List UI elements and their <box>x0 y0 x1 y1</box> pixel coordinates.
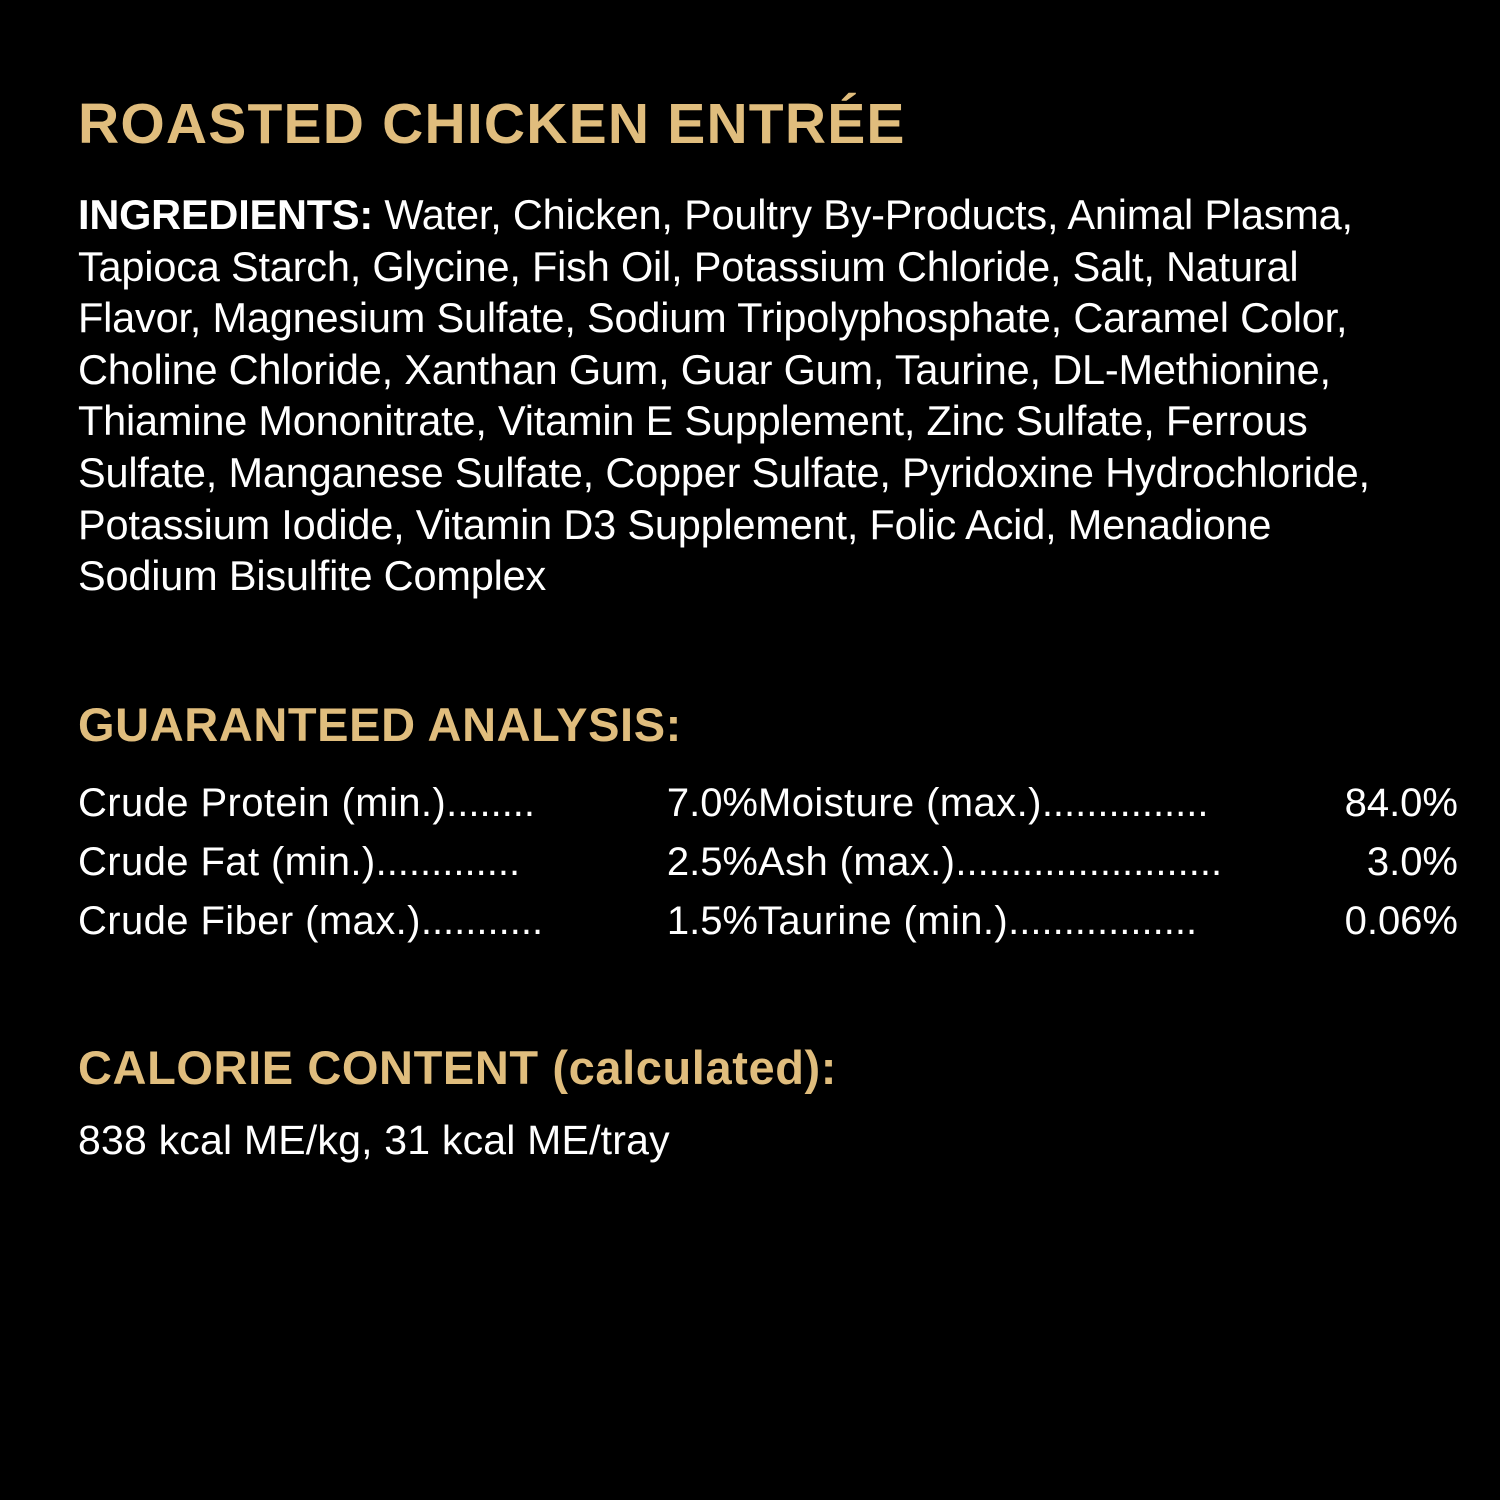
ga-leader-dots: ........................ <box>955 840 1223 885</box>
table-row <box>78 896 758 947</box>
table-row <box>758 896 1458 947</box>
ga-nutrient-value: 3.0% <box>1366 840 1458 885</box>
table-row <box>758 778 1458 829</box>
product-title: ROASTED CHICKEN ENTRÉE <box>78 92 906 156</box>
ingredients-label: INGREDIENTS: <box>78 190 374 238</box>
ga-leader-dots: ........ <box>446 781 536 826</box>
ga-nutrient-name: Taurine (min.) <box>758 899 1009 944</box>
ga-leader-dots: ................. <box>1008 899 1198 944</box>
ga-nutrient-value: 0.06% <box>1344 899 1458 944</box>
table-row <box>78 837 758 888</box>
ingredients-text: Water, Chicken, Poultry By-Products, Animal Plasma, Tapioca Starch, Glycine, Fish Oil, Potassium Chloride, Salt, Natural Flavor, Magnesium Sulfate, Sodium Tripolyphosphate, Caramel Color, Choline Chloride, Xanthan Gum, Guar Gum, Taurine, DL-Methionine, Thiamine Mononitrate, Vitamin E Supplement, Zinc Sulfate, Ferrous Sulfate, Manganese Sulfate, Copper Sulfate, Pyridoxine Hydrochloride, Potassium Iodide, Vitamin D3 Supplement, Folic Acid, Menadione Sodium Bisulfite Complex <box>78 190 1370 600</box>
guaranteed-analysis-table <box>78 778 1458 948</box>
calorie-content-heading: CALORIE CONTENT (calculated): <box>78 1040 838 1094</box>
ga-nutrient-name: Moisture (max.) <box>758 781 1042 826</box>
ga-nutrient-name: Ash (max.) <box>758 840 956 885</box>
ga-nutrient-name: Crude Fat (min.) <box>78 840 376 885</box>
ga-nutrient-value: 2.5% <box>666 840 758 885</box>
ga-nutrient-value: 7.0% <box>666 781 758 826</box>
calorie-content-value: 838 kcal ME/kg, 31 kcal ME/tray <box>78 1116 670 1163</box>
ga-nutrient-value: 1.5% <box>666 899 758 944</box>
ga-nutrient-name: Crude Protein (min.) <box>78 781 447 826</box>
ga-nutrient-value: 84.0% <box>1344 781 1458 826</box>
table-row <box>78 778 758 829</box>
ingredients-paragraph <box>78 189 1418 602</box>
ga-leader-dots: ............... <box>1041 781 1209 826</box>
ga-nutrient-name: Crude Fiber (max.) <box>78 899 421 944</box>
guaranteed-analysis-heading: GUARANTEED ANALYSIS: <box>78 698 682 752</box>
table-row <box>758 837 1458 888</box>
ga-leader-dots: ............. <box>375 840 521 885</box>
ga-leader-dots: ........... <box>420 899 544 944</box>
